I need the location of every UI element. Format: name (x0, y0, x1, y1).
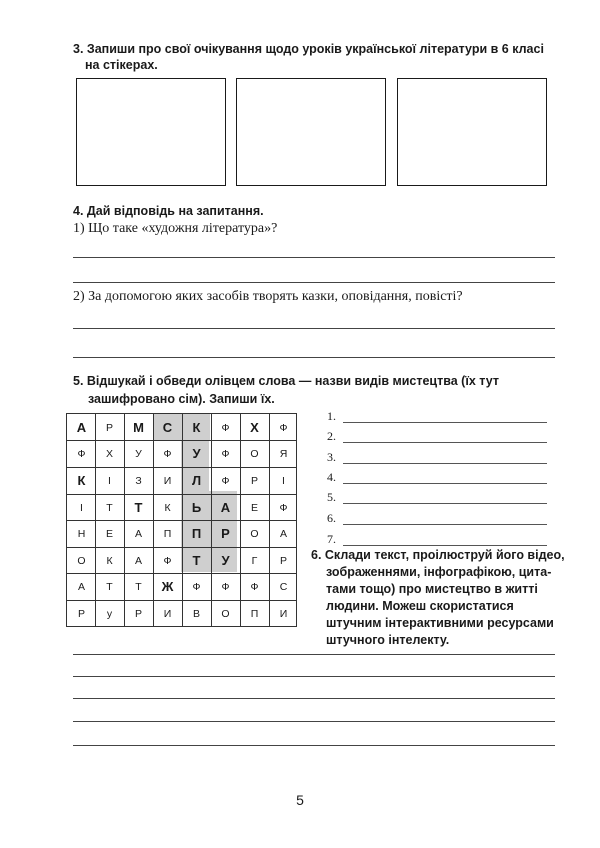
task4-question-1: 1) Що таке «художня література»? (73, 221, 278, 236)
grid-cell[interactable]: А (220, 500, 231, 515)
grid-cell[interactable]: І (282, 474, 285, 487)
grid-cell[interactable]: К (192, 420, 201, 435)
grid-cell[interactable]: А (76, 420, 87, 435)
grid-cell[interactable]: Р (134, 607, 142, 620)
grid-cell[interactable]: Ф (279, 421, 288, 434)
grid-cell[interactable]: П (250, 607, 259, 620)
grid-cell[interactable]: Ж (161, 579, 174, 594)
answer-number: 3. (327, 450, 336, 464)
grid-cell[interactable]: С (279, 580, 288, 593)
answer-line[interactable] (73, 745, 555, 746)
grid-cell[interactable]: У (221, 553, 230, 568)
grid-cell[interactable]: К (106, 554, 113, 567)
grid-cell[interactable]: Р (250, 474, 258, 487)
word-search-grid[interactable] (66, 413, 297, 627)
grid-cell[interactable]: О (221, 607, 230, 620)
grid-cell[interactable]: Х (250, 420, 259, 435)
answer-line[interactable] (73, 721, 555, 722)
answer-line[interactable] (73, 654, 555, 655)
grid-cell[interactable]: Ь (191, 500, 202, 515)
grid-cell[interactable]: Ф (221, 447, 230, 460)
grid-cell[interactable]: И (279, 607, 288, 620)
grid-cell[interactable]: О (250, 447, 259, 460)
task6-line-4: людини. Можеш скористатися (326, 599, 514, 613)
grid-cell[interactable]: Ф (221, 474, 230, 487)
answer-line[interactable] (343, 483, 547, 484)
grid-cell[interactable]: В (192, 607, 200, 620)
grid-cell[interactable]: У (192, 446, 201, 461)
grid-cell[interactable]: Я (279, 447, 288, 460)
answer-line[interactable] (343, 524, 547, 525)
grid-cell[interactable]: А (279, 527, 287, 540)
grid-cell[interactable]: Е (250, 501, 258, 514)
grid-cell[interactable]: Ф (221, 580, 230, 593)
grid-cell[interactable]: М (133, 420, 144, 435)
task4-title: 4. Дай відповідь на запитання. (73, 204, 264, 218)
grid-cell[interactable]: Т (192, 553, 201, 568)
answer-line[interactable] (73, 282, 555, 283)
task5-title-line1: 5. Відшукай і обведи олівцем слова — назви видів мистецтва (їх тут (73, 374, 499, 388)
grid-cell[interactable]: Ф (279, 501, 288, 514)
grid-cell[interactable]: О (250, 527, 259, 540)
answer-line[interactable] (343, 463, 547, 464)
grid-cell[interactable]: К (164, 501, 171, 514)
grid-cell[interactable]: И (163, 474, 172, 487)
answer-number: 1. (327, 409, 336, 423)
answer-number: 5. (327, 490, 336, 504)
grid-cell[interactable]: Ф (192, 580, 201, 593)
grid-cell[interactable]: Х (105, 447, 113, 460)
grid-cell[interactable]: Т (134, 500, 143, 515)
grid-cell[interactable]: А (134, 554, 142, 567)
grid-cell[interactable]: З (135, 474, 142, 487)
answer-line[interactable] (343, 545, 547, 546)
page-number: 5 (296, 792, 304, 808)
grid-cell[interactable]: Р (279, 554, 287, 567)
answer-line[interactable] (343, 442, 547, 443)
grid-cell[interactable]: Р (221, 526, 230, 541)
answer-line[interactable] (343, 503, 547, 504)
answer-number: 7. (327, 532, 336, 546)
task6-line-6: штучного інтелекту. (326, 633, 450, 647)
grid-cell[interactable]: А (77, 580, 85, 593)
grid-cell[interactable]: Ф (163, 447, 172, 460)
sticker-box-1[interactable] (76, 78, 226, 186)
grid-cell[interactable]: Н (77, 527, 86, 540)
grid-cell[interactable]: І (108, 474, 111, 487)
grid-cell[interactable]: Т (135, 580, 142, 593)
grid-cell[interactable]: Е (105, 527, 113, 540)
answer-number: 4. (327, 470, 336, 484)
answer-line[interactable] (73, 698, 555, 699)
grid-cell[interactable]: И (163, 607, 172, 620)
sticker-box-3[interactable] (397, 78, 547, 186)
grid-cell[interactable]: Ф (221, 421, 230, 434)
answer-line[interactable] (343, 422, 547, 423)
task6-line-3: тами тощо) про мистецтво в житті (326, 582, 538, 596)
grid-cell[interactable]: Р (77, 607, 85, 620)
grid-cell[interactable]: Т (106, 501, 113, 514)
grid-cell[interactable]: К (77, 473, 86, 488)
task5-title-line2: зашифровано сім). Запиши їх. (88, 392, 275, 406)
answer-number: 2. (327, 429, 336, 443)
grid-cell[interactable]: Р (105, 421, 113, 434)
grid-cell[interactable]: у (106, 607, 113, 620)
grid-cell[interactable]: С (162, 420, 173, 435)
answer-line[interactable] (73, 357, 555, 358)
task6-line-1: 6. Склади текст, проілюструй його відео, (311, 548, 565, 562)
grid-cell[interactable]: У (135, 447, 142, 460)
answer-line[interactable] (73, 257, 555, 258)
grid-cell[interactable]: Л (191, 473, 202, 488)
grid-cell[interactable]: О (77, 554, 86, 567)
grid-cell[interactable]: А (134, 527, 142, 540)
answer-line[interactable] (73, 328, 555, 329)
sticker-box-2[interactable] (236, 78, 386, 186)
grid-cell[interactable]: Ф (163, 554, 172, 567)
task6-line-2: зображеннями, інфографікою, цита- (326, 565, 552, 579)
grid-cell[interactable]: І (80, 501, 83, 514)
task6-line-5: штучним інтерактивними ресурсами (326, 616, 554, 630)
answer-number: 6. (327, 511, 336, 525)
grid-cell[interactable]: П (163, 527, 172, 540)
grid-cell[interactable]: Т (106, 580, 113, 593)
answer-line[interactable] (73, 676, 555, 677)
grid-cell[interactable]: Г (251, 554, 258, 567)
grid-cell[interactable]: Ф (250, 580, 259, 593)
task4-question-2: 2) За допомогою яких засобів творять казки, оповідання, повісті? (73, 289, 463, 304)
grid-cell[interactable]: П (191, 526, 202, 541)
grid-cell[interactable]: Ф (77, 447, 86, 460)
task3-title-line2: на стікерах. (85, 58, 158, 72)
task3-title-line1: 3. Запиши про свої очікування щодо уроків української літератури в 6 класі (73, 42, 544, 56)
